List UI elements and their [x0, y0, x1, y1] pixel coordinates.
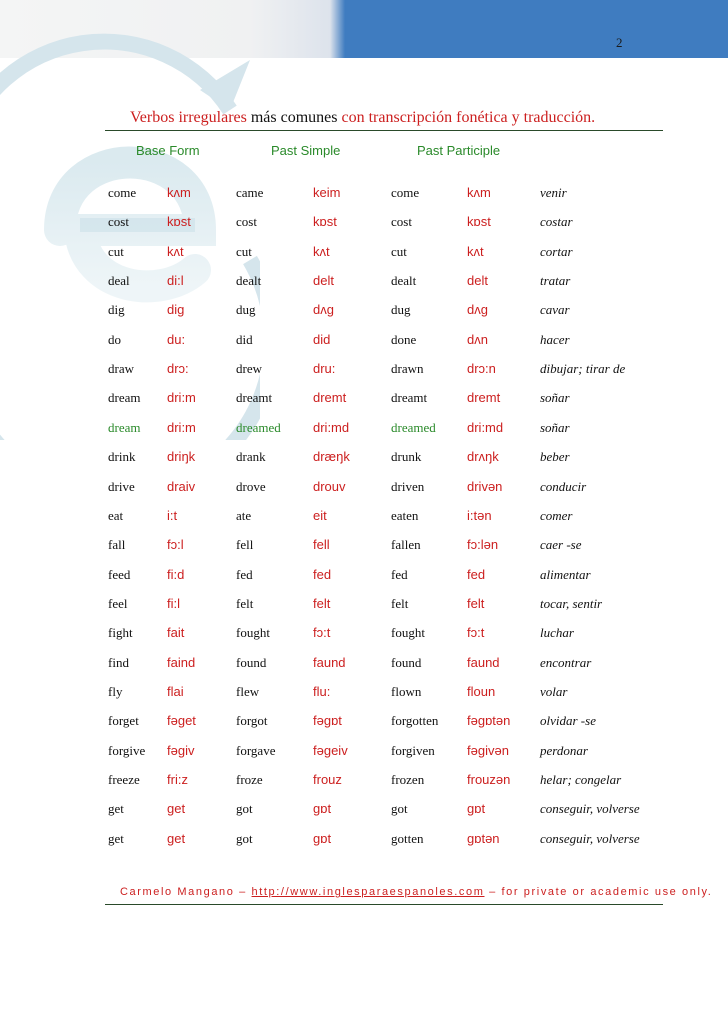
translation-cell: alimentar: [540, 566, 591, 582]
past-ipa-cell: did: [313, 331, 331, 347]
base-ipa-cell: get: [167, 801, 186, 817]
participle-ipa-cell: dʌg: [467, 302, 488, 318]
past-ipa-cell: eit: [313, 507, 327, 523]
participle-ipa-cell: fəgɒtən: [467, 713, 511, 729]
table-row: [0, 244, 728, 264]
base-cell: freeze: [108, 772, 140, 787]
participle-ipa-cell: fɔ:lən: [467, 537, 499, 553]
base-ipa-cell: fait: [167, 625, 185, 641]
base-ipa-cell: dig: [167, 302, 185, 318]
past-cell: dreamed: [236, 419, 281, 435]
base-ipa-cell: di:l: [167, 273, 184, 289]
table-row: [0, 332, 728, 352]
base-cell: forgive: [108, 742, 146, 758]
table-row: [0, 273, 728, 293]
page-number: 2: [616, 35, 623, 50]
base-cell: dream: [108, 419, 141, 435]
past-cell: fought: [236, 625, 270, 641]
base-ipa-cell: fəgiv: [167, 742, 195, 758]
past-cell: ate: [236, 507, 252, 523]
base-ipa-cell: fri:z: [167, 772, 188, 787]
table-row: [0, 831, 728, 851]
base-ipa-cell: du:: [167, 331, 186, 347]
footer: [120, 886, 712, 898]
participle-ipa-cell: kʌm: [467, 185, 491, 200]
table-row: [0, 567, 728, 587]
translation-cell: tratar: [540, 273, 571, 289]
participle-ipa-cell: drʌŋk: [467, 449, 499, 465]
participle-ipa-cell: kʌt: [467, 243, 484, 259]
base-ipa-cell: kʌm: [167, 185, 191, 200]
translation-cell: beber: [540, 449, 570, 465]
translation-cell: perdonar: [540, 742, 588, 758]
participle-ipa-cell: i:tən: [467, 507, 492, 523]
participle-cell: drunk: [391, 449, 422, 465]
base-cell: get: [108, 801, 124, 817]
base-cell: feed: [108, 566, 131, 582]
base-cell: cost: [108, 214, 129, 230]
title-part-2: más comunes: [246, 109, 342, 126]
translation-cell: soñar: [540, 419, 570, 435]
past-ipa-cell: fed: [313, 566, 332, 582]
base-cell: forget: [108, 713, 139, 729]
base-ipa-cell: fəget: [167, 713, 196, 729]
participle-ipa-cell: dremt: [467, 390, 501, 406]
base-ipa-cell: kʌt: [167, 243, 184, 259]
participle-ipa-cell: fɔ:t: [467, 625, 485, 641]
past-cell: forgave: [236, 742, 276, 758]
participle-cell: come: [391, 185, 420, 200]
translation-cell: costar: [540, 214, 573, 230]
past-ipa-cell: fəgeiv: [313, 742, 348, 758]
translation-cell: volar: [540, 683, 568, 699]
translation-cell: dibujar; tirar de: [540, 361, 626, 377]
footer-divider: [105, 904, 663, 905]
base-ipa-cell: i:t: [167, 507, 178, 523]
participle-cell: done: [391, 331, 417, 347]
participle-cell: felt: [391, 595, 409, 611]
translation-cell: helar; congelar: [540, 772, 622, 787]
table-row: [0, 537, 728, 557]
participle-ipa-cell: gɒtən: [467, 830, 500, 846]
base-ipa-cell: fi:l: [167, 595, 180, 611]
participle-ipa-cell: faund: [467, 654, 500, 670]
table-row: [0, 361, 728, 381]
participle-cell: dreamt: [391, 390, 428, 406]
base-cell: come: [108, 185, 137, 200]
past-ipa-cell: kʌt: [313, 243, 330, 259]
past-cell: cut: [236, 243, 252, 259]
table-row: [0, 479, 728, 499]
translation-cell: tocar, sentir: [540, 595, 603, 611]
participle-ipa-cell: dʌn: [467, 331, 488, 347]
base-cell: eat: [108, 507, 124, 523]
page-title: [130, 109, 595, 127]
past-ipa-cell: faund: [313, 654, 346, 670]
participle-ipa-cell: gɒt: [467, 801, 486, 817]
past-cell: fed: [236, 566, 253, 582]
translation-cell: cortar: [540, 243, 573, 259]
past-cell: drove: [236, 478, 266, 494]
table-row: [0, 508, 728, 528]
participle-ipa-cell: fed: [467, 566, 486, 582]
participle-cell: forgotten: [391, 713, 439, 729]
base-cell: cut: [108, 243, 124, 259]
past-cell: found: [236, 654, 267, 670]
base-cell: dig: [108, 302, 125, 318]
translation-cell: venir: [540, 185, 567, 200]
past-cell: dealt: [236, 273, 262, 289]
past-ipa-cell: fəgɒt: [313, 713, 342, 729]
translation-cell: conducir: [540, 478, 587, 494]
past-ipa-cell: gɒt: [313, 801, 332, 817]
participle-cell: drawn: [391, 361, 424, 377]
base-ipa-cell: fɔ:l: [167, 537, 184, 553]
participle-cell: found: [391, 654, 422, 670]
base-cell: drink: [108, 449, 136, 465]
past-ipa-cell: frouz: [313, 772, 342, 787]
past-ipa-cell: delt: [313, 273, 334, 289]
participle-cell: gotten: [391, 830, 424, 846]
past-ipa-cell: flu:: [313, 683, 331, 699]
table-row: [0, 596, 728, 616]
table-row: [0, 449, 728, 469]
past-cell: drew: [236, 361, 262, 377]
base-ipa-cell: kɒst: [167, 214, 191, 230]
table-row: [0, 420, 728, 440]
translation-cell: olvidar -se: [540, 713, 596, 729]
past-cell: fell: [236, 537, 254, 553]
past-ipa-cell: felt: [313, 595, 331, 611]
translation-cell: luchar: [540, 625, 574, 641]
translation-cell: encontrar: [540, 654, 592, 670]
table-row: [0, 772, 728, 792]
base-ipa-cell: faind: [167, 654, 196, 670]
base-ipa-cell: dri:m: [167, 390, 196, 406]
participle-ipa-cell: floun: [467, 683, 496, 699]
participle-ipa-cell: delt: [467, 273, 488, 289]
base-cell: feel: [108, 595, 128, 611]
base-ipa-cell: get: [167, 830, 186, 846]
column-header-base: Base Form: [136, 143, 200, 158]
past-ipa-cell: dʌg: [313, 302, 334, 318]
past-cell: got: [236, 830, 253, 846]
translation-cell: soñar: [540, 390, 570, 406]
participle-cell: cost: [391, 214, 412, 230]
past-cell: drank: [236, 449, 266, 465]
table-row: [0, 713, 728, 733]
table-row: [0, 655, 728, 675]
translation-cell: conseguir, volverse: [540, 801, 640, 817]
translation-cell: comer: [540, 507, 573, 523]
participle-ipa-cell: drɔ:n: [467, 361, 496, 377]
column-header-participle: Past Participle: [417, 143, 501, 158]
footer-link[interactable]: http://www.inglesparaespanoles.com: [251, 886, 485, 898]
participle-cell: frozen: [391, 772, 425, 787]
base-cell: drive: [108, 478, 135, 494]
translation-cell: conseguir, volverse: [540, 830, 640, 846]
base-cell: draw: [108, 361, 134, 377]
participle-cell: fed: [391, 566, 408, 582]
participle-cell: got: [391, 801, 408, 817]
column-header-past: Past Simple: [271, 143, 341, 158]
base-cell: deal: [108, 273, 130, 289]
participle-cell: fought: [391, 625, 425, 641]
table-row: [0, 390, 728, 410]
table-row: [0, 743, 728, 763]
past-ipa-cell: gɒt: [313, 830, 332, 846]
base-cell: fall: [108, 537, 126, 553]
participle-cell: forgiven: [391, 742, 435, 758]
past-cell: cost: [236, 214, 257, 230]
past-cell: flew: [236, 683, 260, 699]
table-row: [0, 801, 728, 821]
past-cell: felt: [236, 595, 254, 611]
past-ipa-cell: fɔ:t: [313, 625, 331, 641]
past-cell: got: [236, 801, 253, 817]
base-cell: dream: [108, 390, 141, 406]
past-ipa-cell: dræŋk: [313, 449, 350, 465]
base-ipa-cell: fi:d: [167, 566, 185, 582]
base-ipa-cell: dri:m: [167, 419, 196, 435]
table-row: [0, 214, 728, 234]
participle-ipa-cell: felt: [467, 595, 485, 611]
base-ipa-cell: draiv: [167, 478, 196, 494]
participle-cell: dreamed: [391, 419, 436, 435]
participle-cell: dealt: [391, 273, 417, 289]
past-ipa-cell: keim: [313, 185, 341, 200]
participle-cell: eaten: [391, 507, 419, 523]
participle-cell: fallen: [391, 537, 421, 553]
past-cell: forgot: [236, 713, 268, 729]
past-ipa-cell: dremt: [313, 390, 347, 406]
footer-note: – for private or academic use only.: [484, 886, 713, 898]
title-part-3: con transcripción fonética y traducción.: [341, 109, 596, 126]
translation-cell: hacer: [540, 331, 570, 347]
past-cell: dreamt: [236, 390, 273, 406]
participle-cell: cut: [391, 243, 407, 259]
translation-cell: caer -se: [540, 537, 582, 553]
past-cell: dug: [236, 302, 256, 318]
table-row: [0, 302, 728, 322]
base-cell: fight: [108, 625, 133, 641]
past-ipa-cell: dri:md: [313, 419, 350, 435]
participle-cell: dug: [391, 302, 411, 318]
base-ipa-cell: flai: [167, 683, 184, 699]
translation-cell: cavar: [540, 302, 570, 318]
past-ipa-cell: drouv: [313, 478, 346, 494]
footer-author: Carmelo Mangano –: [120, 886, 252, 898]
past-cell: came: [236, 185, 264, 200]
past-ipa-cell: kɒst: [313, 214, 337, 230]
participle-ipa-cell: frouzən: [467, 772, 511, 787]
participle-cell: driven: [391, 478, 425, 494]
base-ipa-cell: drɔ:: [167, 361, 189, 377]
participle-ipa-cell: drivən: [467, 478, 503, 494]
base-ipa-cell: driŋk: [167, 449, 196, 465]
table-row: [0, 684, 728, 704]
past-ipa-cell: dru:: [313, 361, 336, 377]
table-row: [0, 185, 728, 205]
past-cell: did: [236, 331, 253, 347]
past-ipa-cell: fell: [313, 537, 330, 553]
table-row: [0, 625, 728, 645]
base-cell: fly: [108, 683, 123, 699]
participle-ipa-cell: kɒst: [467, 214, 491, 230]
base-cell: do: [108, 331, 121, 347]
participle-cell: flown: [391, 683, 422, 699]
title-part-1: Verbos irregulares: [130, 109, 247, 126]
base-cell: find: [108, 654, 129, 670]
participle-ipa-cell: dri:md: [467, 419, 504, 435]
past-cell: froze: [236, 772, 263, 787]
base-cell: get: [108, 830, 124, 846]
participle-ipa-cell: fəgivən: [467, 742, 509, 758]
